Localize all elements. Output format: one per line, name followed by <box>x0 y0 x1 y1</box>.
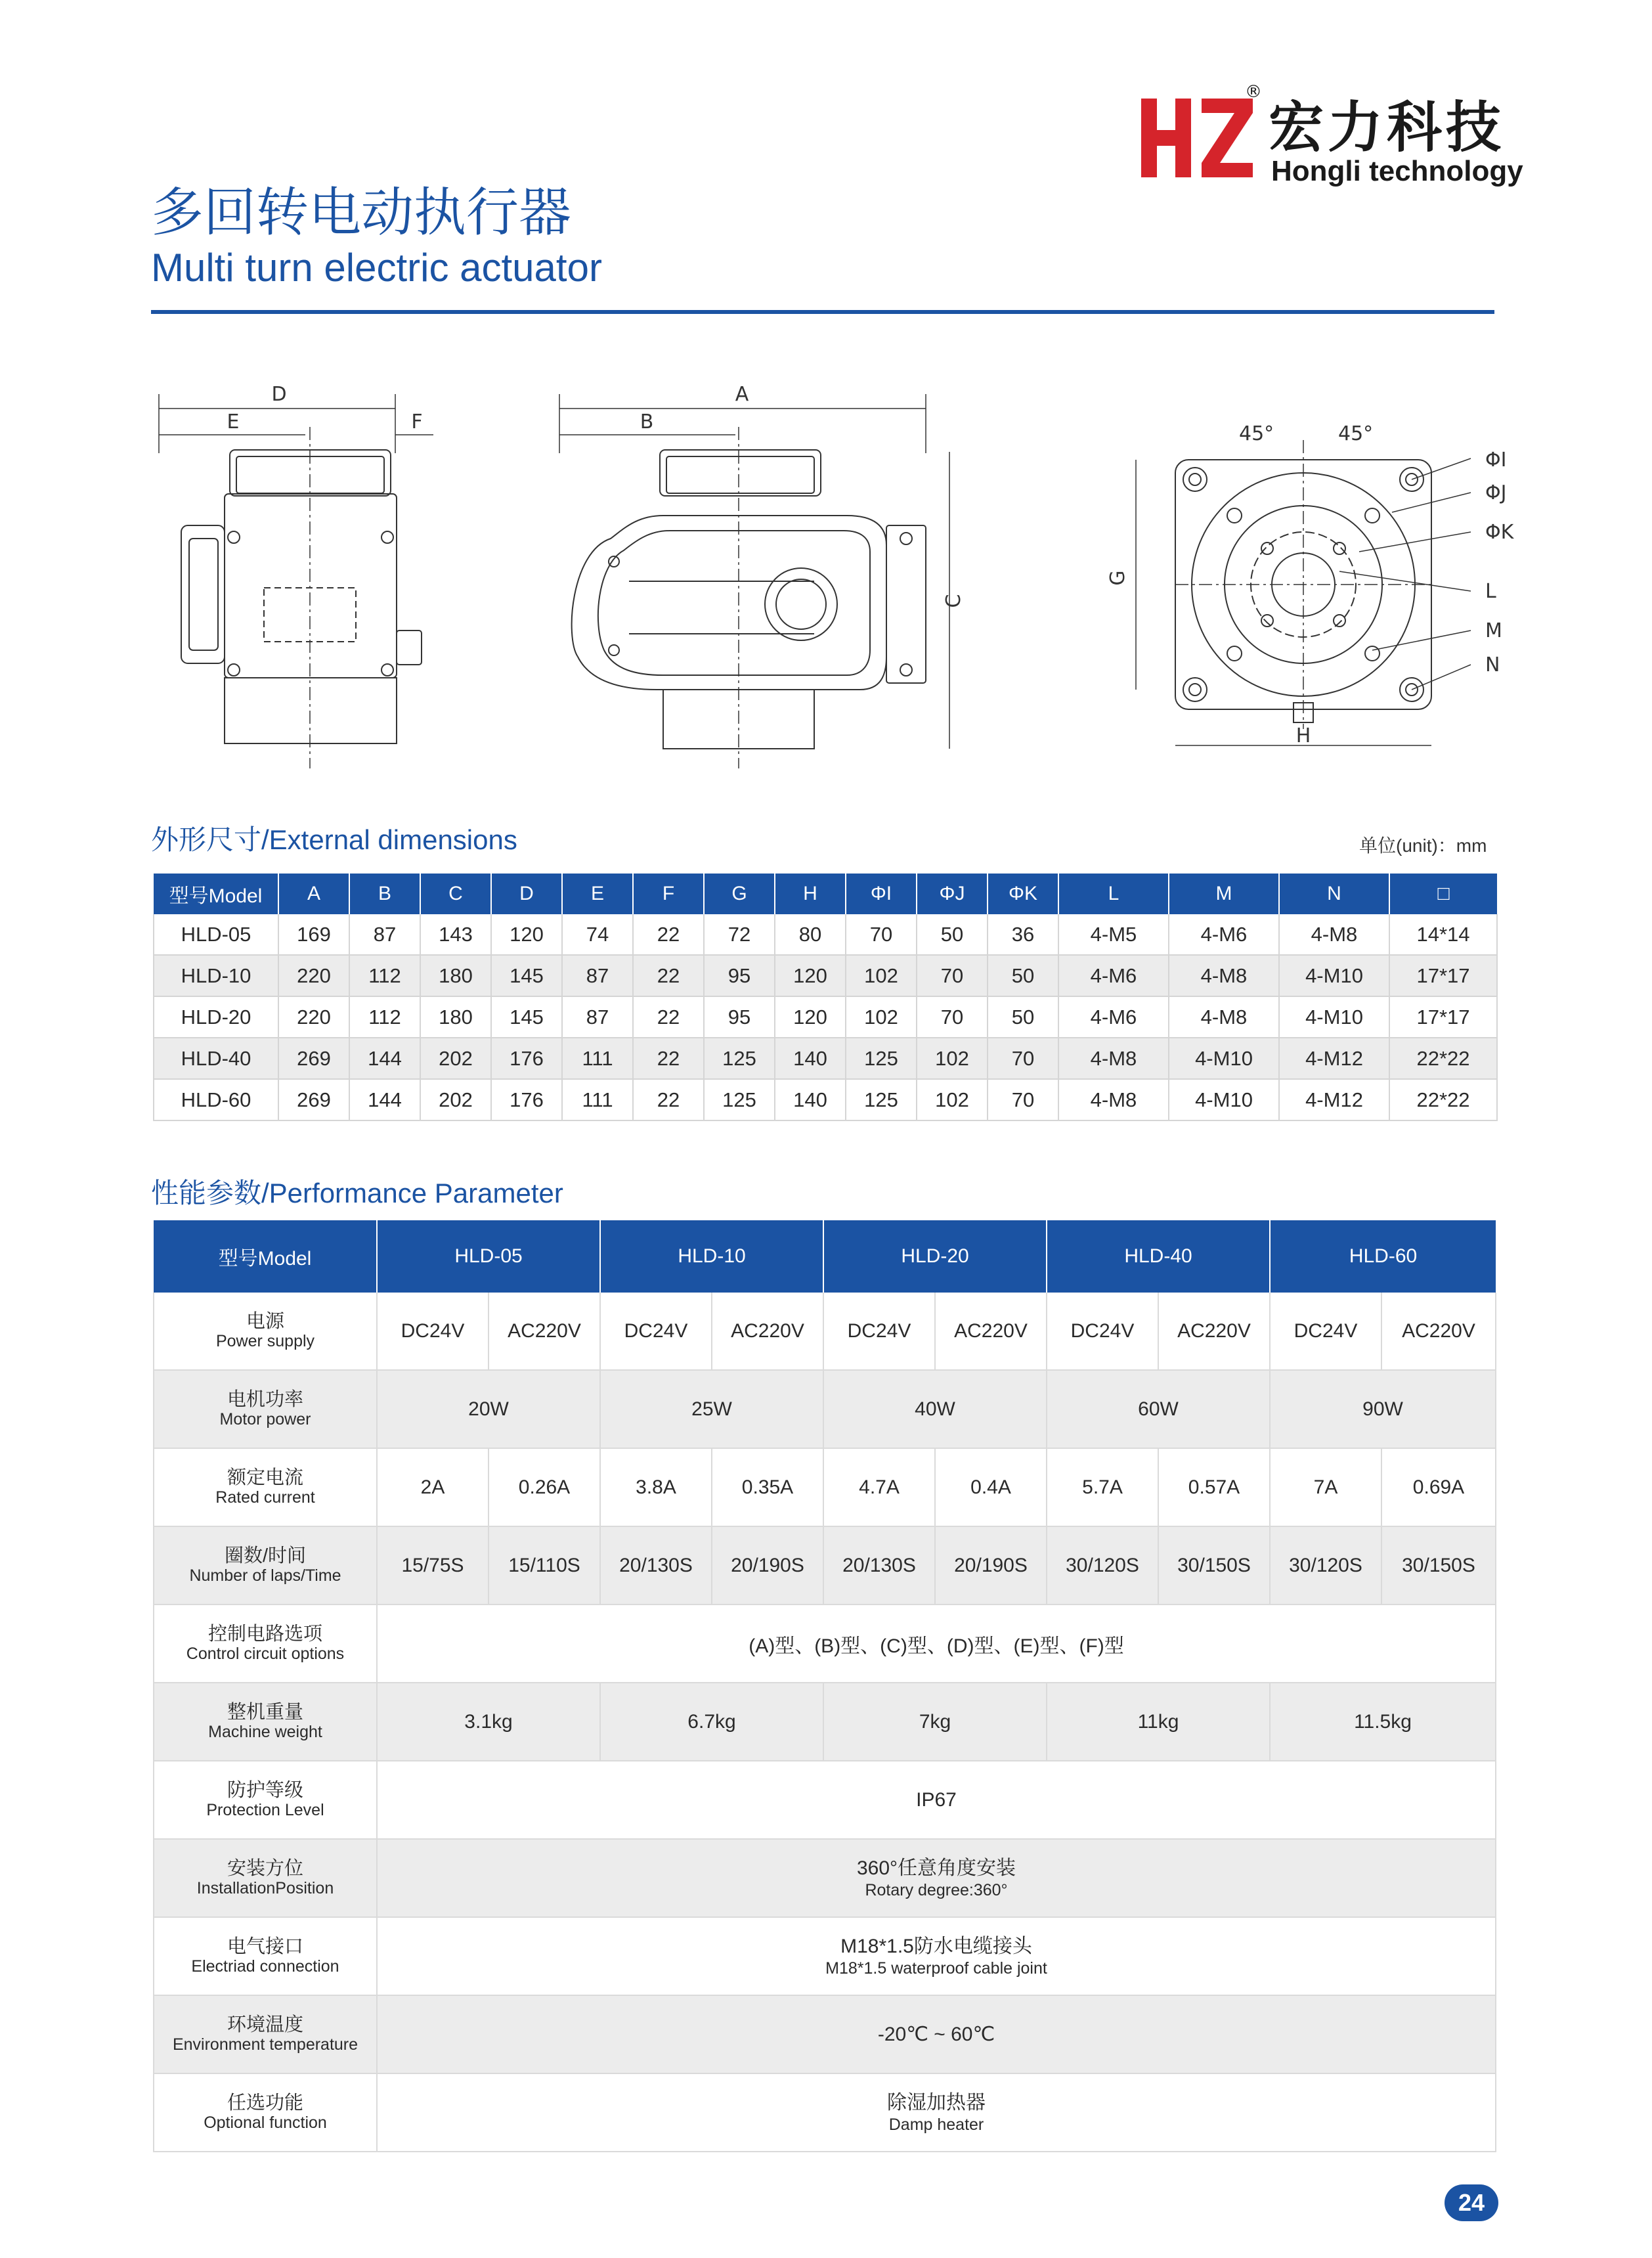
perf-row-optional <box>154 2073 1496 2152</box>
perf-row-laps-time <box>154 1526 1496 1605</box>
table-cell: 102 <box>846 996 917 1038</box>
table-cell: 4-M12 <box>1279 1079 1389 1120</box>
table-cell: 4-M6 <box>1058 996 1169 1038</box>
table-cell <box>377 1917 1496 1995</box>
dim-header-d: D <box>491 874 562 914</box>
table-cell: 87 <box>562 996 633 1038</box>
row-label <box>154 1683 377 1761</box>
table-cell: 22 <box>633 955 704 996</box>
cell-value-en: M18*1.5 waterproof cable joint <box>825 1959 1047 1978</box>
performance-table <box>153 1220 1496 2152</box>
perf-row-protection-level <box>154 1761 1496 1839</box>
dim-label-phi-k: ΦK <box>1485 521 1514 544</box>
table-cell: 60W <box>1047 1370 1270 1448</box>
table-cell: 176 <box>491 1079 562 1120</box>
row-label-cn: 整机重量 <box>227 1701 303 1723</box>
table-cell: IP67 <box>377 1761 1496 1839</box>
table-cell: 50 <box>988 955 1058 996</box>
perf-row-environment <box>154 1995 1496 2073</box>
table-cell: 87 <box>562 955 633 996</box>
row-label <box>154 1605 377 1683</box>
table-cell: 7kg <box>823 1683 1047 1761</box>
dim-header-square: □ <box>1389 874 1497 914</box>
dim-header-l: L <box>1058 874 1169 914</box>
perf-header-hld-20: HLD-20 <box>823 1220 1047 1293</box>
table-cell: 2A <box>377 1448 489 1526</box>
table-cell: 4.7A <box>823 1448 935 1526</box>
dim-label-e: E <box>227 410 240 433</box>
dimensions-header-row <box>154 874 1497 914</box>
table-cell: DC24V <box>1270 1293 1381 1370</box>
table-cell: 4-M5 <box>1058 914 1169 955</box>
table-cell: 50 <box>917 914 988 955</box>
table-cell: 140 <box>775 1038 846 1079</box>
table-cell: 0.26A <box>489 1448 600 1526</box>
dim-label-c: C <box>942 594 965 608</box>
table-cell: 7A <box>1270 1448 1381 1526</box>
model-cell: HLD-10 <box>154 955 278 996</box>
dim-header-c: C <box>420 874 491 914</box>
row-label-cn: 任选功能 <box>227 2092 303 2114</box>
dim-label-b: B <box>640 410 654 433</box>
table-cell: 15/75S <box>377 1526 489 1605</box>
row-label <box>154 1526 377 1605</box>
table-cell: 4-M6 <box>1169 914 1279 955</box>
table-cell: -20℃ ~ 60℃ <box>377 1995 1496 2073</box>
table-cell: 70 <box>917 955 988 996</box>
table-cell: 36 <box>988 914 1058 955</box>
table-cell: 125 <box>846 1079 917 1120</box>
model-cell: HLD-20 <box>154 996 278 1038</box>
performance-header-row <box>154 1220 1496 1293</box>
table-row <box>154 996 1497 1038</box>
table-cell: 120 <box>775 955 846 996</box>
dim-header-e: E <box>562 874 633 914</box>
table-cell: 20/130S <box>823 1526 935 1605</box>
table-cell: AC220V <box>712 1293 823 1370</box>
row-label-cn: 环境温度 <box>227 2014 303 2035</box>
table-cell: 111 <box>562 1038 633 1079</box>
table-cell: 95 <box>704 996 775 1038</box>
brand-logo <box>1141 82 1523 188</box>
table-cell: 11.5kg <box>1270 1683 1496 1761</box>
perf-row-installation <box>154 1839 1496 1917</box>
dimensions-table <box>153 874 1498 1121</box>
row-label-en: Motor power <box>219 1409 311 1428</box>
table-cell: 0.69A <box>1381 1448 1496 1526</box>
dim-label-n: N <box>1485 653 1500 676</box>
dim-label-f: F <box>411 410 423 433</box>
table-row <box>154 1038 1497 1079</box>
table-cell: 144 <box>349 1038 420 1079</box>
perf-header-hld-40: HLD-40 <box>1047 1220 1270 1293</box>
table-cell: 4-M10 <box>1169 1038 1279 1079</box>
table-cell: 90W <box>1270 1370 1496 1448</box>
table-cell: 125 <box>704 1038 775 1079</box>
dim-header-a: A <box>278 874 349 914</box>
table-cell: 0.35A <box>712 1448 823 1526</box>
side-view-drawing <box>559 383 965 768</box>
model-cell: HLD-60 <box>154 1079 278 1120</box>
table-cell: 70 <box>988 1079 1058 1120</box>
row-label-cn: 电机功率 <box>227 1388 303 1410</box>
table-cell <box>377 2073 1496 2152</box>
cell-value-en: Damp heater <box>888 2115 984 2134</box>
model-cell: HLD-05 <box>154 914 278 955</box>
table-cell: DC24V <box>1047 1293 1158 1370</box>
row-label-en: Control circuit options <box>186 1644 345 1663</box>
brand-name-en: Hongli technology <box>1271 155 1523 187</box>
table-cell: 14*14 <box>1389 914 1497 955</box>
row-label-en: Power supply <box>215 1331 315 1350</box>
table-cell: 74 <box>562 914 633 955</box>
dim-header-m: M <box>1169 874 1279 914</box>
angle-label-2: 45° <box>1338 422 1374 445</box>
cell-value-cn: 除湿加热器 <box>887 2091 986 2114</box>
row-label <box>154 1448 377 1526</box>
table-cell: 0.4A <box>935 1448 1047 1526</box>
table-cell: 22 <box>633 914 704 955</box>
table-cell: 30/120S <box>1270 1526 1381 1605</box>
dim-label-a: A <box>735 383 749 406</box>
table-cell: 102 <box>917 1038 988 1079</box>
table-cell: 72 <box>704 914 775 955</box>
table-cell: 145 <box>491 955 562 996</box>
table-cell: 180 <box>420 996 491 1038</box>
table-cell: 180 <box>420 955 491 996</box>
row-label <box>154 1761 377 1839</box>
perf-row-machine-weight <box>154 1683 1496 1761</box>
cell-value-cn: 360°任意角度安装 <box>856 1857 1016 1879</box>
table-cell: 30/120S <box>1047 1526 1158 1605</box>
perf-row-control-circuit <box>154 1605 1496 1683</box>
table-cell: 5.7A <box>1047 1448 1158 1526</box>
table-cell: 30/150S <box>1381 1526 1496 1605</box>
table-cell: 22 <box>633 1038 704 1079</box>
page-title-cn: 多回转电动执行器 <box>151 183 571 242</box>
table-cell: 144 <box>349 1079 420 1120</box>
dim-header-b: B <box>349 874 420 914</box>
table-cell: 3.1kg <box>377 1683 600 1761</box>
page-number-badge: 24 <box>1445 2184 1498 2221</box>
table-cell: (A)型、(B)型、(C)型、(D)型、(E)型、(F)型 <box>377 1605 1496 1683</box>
title-divider <box>151 310 1494 314</box>
table-cell: 176 <box>491 1038 562 1079</box>
table-cell: 22 <box>633 1079 704 1120</box>
table-cell: 4-M10 <box>1279 955 1389 996</box>
row-label-cn: 电气接口 <box>227 1936 303 1957</box>
table-cell: 143 <box>420 914 491 955</box>
table-cell: 25W <box>600 1370 823 1448</box>
table-cell: 145 <box>491 996 562 1038</box>
table-cell: 70 <box>988 1038 1058 1079</box>
table-cell: 70 <box>917 996 988 1038</box>
table-row <box>154 914 1497 955</box>
row-label-en: Environment temperature <box>172 2035 359 2054</box>
table-cell: 4-M8 <box>1169 955 1279 996</box>
dim-header-f: F <box>633 874 704 914</box>
perf-row-rated-current <box>154 1448 1496 1526</box>
table-cell: 269 <box>278 1038 349 1079</box>
table-cell: 20/190S <box>935 1526 1047 1605</box>
dim-label-phi-i: ΦI <box>1485 449 1507 472</box>
dim-header-g: G <box>704 874 775 914</box>
row-label-cn: 圈数/时间 <box>224 1545 307 1566</box>
table-cell: 20W <box>377 1370 600 1448</box>
model-cell: HLD-40 <box>154 1038 278 1079</box>
table-cell: 17*17 <box>1389 996 1497 1038</box>
table-cell: 20/130S <box>600 1526 712 1605</box>
table-cell: 6.7kg <box>600 1683 823 1761</box>
dim-label-d: D <box>271 383 287 406</box>
table-cell: 202 <box>420 1038 491 1079</box>
dim-label-l: L <box>1485 580 1496 603</box>
perf-row-motor-power <box>154 1370 1496 1448</box>
table-cell: 125 <box>846 1038 917 1079</box>
table-cell: 30/150S <box>1158 1526 1270 1605</box>
table-cell: 15/110S <box>489 1526 600 1605</box>
row-label <box>154 1293 377 1370</box>
table-cell: 80 <box>775 914 846 955</box>
table-cell: 120 <box>491 914 562 955</box>
row-label-cn: 控制电路选项 <box>207 1623 322 1645</box>
dim-header-phi-j: ΦJ <box>917 874 988 914</box>
table-cell: 4-M8 <box>1058 1038 1169 1079</box>
perf-header-hld-10: HLD-10 <box>600 1220 823 1293</box>
table-cell: 269 <box>278 1079 349 1120</box>
dim-header-h: H <box>775 874 846 914</box>
table-cell: 11kg <box>1047 1683 1270 1761</box>
dim-header-model: 型号Model <box>154 874 278 914</box>
row-label-en: Machine weight <box>208 1722 322 1741</box>
table-cell: 17*17 <box>1389 955 1497 996</box>
row-label <box>154 1839 377 1917</box>
table-cell: 120 <box>775 996 846 1038</box>
table-row <box>154 1079 1497 1120</box>
table-cell: 50 <box>988 996 1058 1038</box>
row-label-en: Number of laps/Time <box>189 1566 341 1585</box>
row-label <box>154 1995 377 2073</box>
dimensions-section-title: 外形尺寸/External dimensions <box>151 824 517 855</box>
table-cell: 4-M6 <box>1058 955 1169 996</box>
table-cell: 20/190S <box>712 1526 823 1605</box>
dimension-drawings <box>151 374 1514 782</box>
page-title-en: Multi turn electric actuator <box>151 246 602 290</box>
table-cell: 22*22 <box>1389 1079 1497 1120</box>
table-cell: 220 <box>278 996 349 1038</box>
dim-header-phi-k: ΦK <box>988 874 1058 914</box>
table-cell: AC220V <box>1158 1293 1270 1370</box>
brand-name-cn: 宏力科技 <box>1269 97 1506 158</box>
table-cell: 4-M8 <box>1169 996 1279 1038</box>
table-cell <box>377 1839 1496 1917</box>
row-label-en: InstallationPosition <box>196 1878 334 1897</box>
bottom-view-drawing <box>1106 422 1515 747</box>
perf-header-hld-05: HLD-05 <box>377 1220 600 1293</box>
row-label-cn: 电源 <box>246 1310 284 1332</box>
table-cell: 140 <box>775 1079 846 1120</box>
row-label-en: Protection Level <box>206 1800 324 1819</box>
table-cell: DC24V <box>377 1293 489 1370</box>
table-cell: AC220V <box>935 1293 1047 1370</box>
row-label-cn: 安装方位 <box>227 1857 303 1879</box>
table-cell: 112 <box>349 955 420 996</box>
table-cell: 4-M8 <box>1279 914 1389 955</box>
table-cell: AC220V <box>489 1293 600 1370</box>
registered-mark: ® <box>1245 82 1262 102</box>
dim-label-m: M <box>1485 619 1502 642</box>
dim-header-n: N <box>1279 874 1389 914</box>
unit-label: 单位(unit)：mm <box>1359 835 1487 856</box>
row-label-en: Rated current <box>215 1488 315 1507</box>
cell-value-cn: M18*1.5防水电缆接头 <box>840 1935 1032 1957</box>
perf-row-power-supply <box>154 1293 1496 1370</box>
table-cell: 111 <box>562 1079 633 1120</box>
table-cell: 202 <box>420 1079 491 1120</box>
table-cell: 4-M10 <box>1279 996 1389 1038</box>
table-row <box>154 955 1497 996</box>
table-cell: 3.8A <box>600 1448 712 1526</box>
table-cell: 22 <box>633 996 704 1038</box>
row-label <box>154 1917 377 1995</box>
table-cell: AC220V <box>1381 1293 1496 1370</box>
row-label-cn: 额定电流 <box>227 1467 303 1488</box>
table-cell: 4-M12 <box>1279 1038 1389 1079</box>
table-cell: 95 <box>704 955 775 996</box>
dim-label-phi-j: ΦJ <box>1485 481 1507 504</box>
table-cell: 112 <box>349 996 420 1038</box>
table-cell: 22*22 <box>1389 1038 1497 1079</box>
perf-header-model: 型号Model <box>154 1220 377 1293</box>
table-cell: 102 <box>846 955 917 996</box>
performance-section-title: 性能参数/Performance Parameter <box>151 1178 563 1208</box>
row-label-en: Electriad connection <box>191 1957 339 1976</box>
table-cell: 70 <box>846 914 917 955</box>
table-cell: 169 <box>278 914 349 955</box>
table-cell: DC24V <box>600 1293 712 1370</box>
dim-label-h: H <box>1295 724 1311 747</box>
cell-value-en: Rotary degree:360° <box>865 1880 1008 1899</box>
table-cell: 102 <box>917 1079 988 1120</box>
perf-row-electrical <box>154 1917 1496 1995</box>
row-label-en: Optional function <box>204 2113 327 2132</box>
row-label <box>154 1370 377 1448</box>
row-label-cn: 防护等级 <box>227 1779 303 1801</box>
table-cell: 4-M10 <box>1169 1079 1279 1120</box>
table-cell: 220 <box>278 955 349 996</box>
table-cell: DC24V <box>823 1293 935 1370</box>
dim-label-g: G <box>1106 570 1129 586</box>
dim-header-phi-i: ΦI <box>846 874 917 914</box>
table-cell: 40W <box>823 1370 1047 1448</box>
hz-logo-icon <box>1141 82 1262 177</box>
row-label <box>154 2073 377 2152</box>
table-cell: 125 <box>704 1079 775 1120</box>
angle-label-1: 45° <box>1239 422 1274 445</box>
table-cell: 0.57A <box>1158 1448 1270 1526</box>
front-view-drawing <box>159 383 433 768</box>
perf-header-hld-60: HLD-60 <box>1270 1220 1496 1293</box>
table-cell: 87 <box>349 914 420 955</box>
table-cell: 4-M8 <box>1058 1079 1169 1120</box>
